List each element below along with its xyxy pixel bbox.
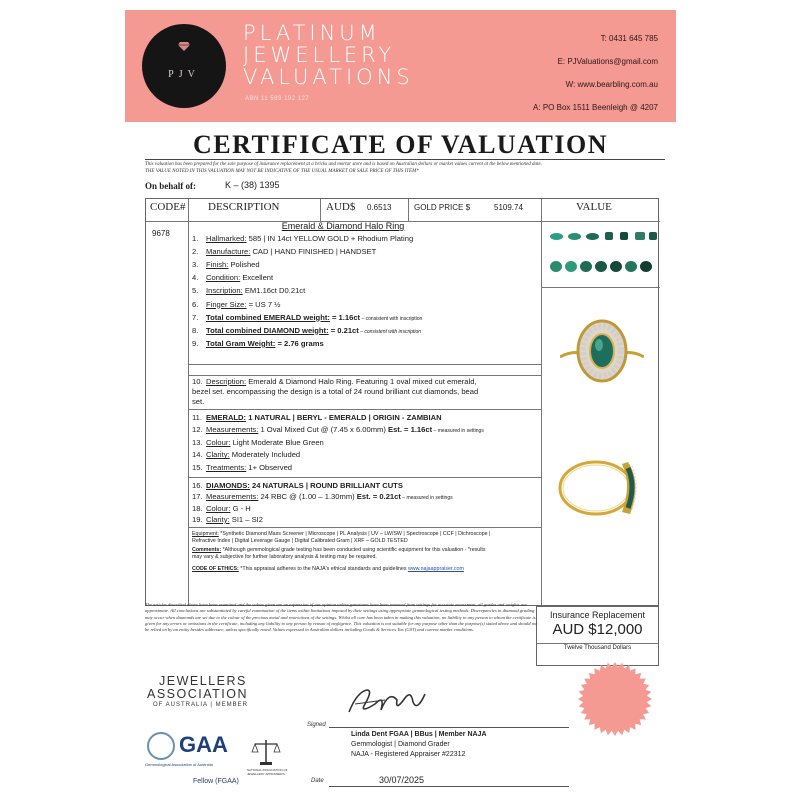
jaa-logo: JEWELLERS ASSOCIATION (147, 674, 249, 701)
insurance-box (536, 606, 659, 666)
spec-row: 19. Clarity: SI1 – SI2 (192, 514, 263, 524)
header-gold-value: 5109.74 (494, 203, 523, 212)
seal-icon (577, 661, 653, 737)
header-aud-label: AUD$ (326, 201, 356, 213)
header-description: DESCRIPTION (208, 201, 280, 213)
spec-row: 1. Hallmarked: 585 | IN 14ct YELLOW GOLD + Rhodium Plating (192, 234, 414, 243)
insurance-label: Insurance Replacement (549, 610, 646, 620)
spec-row: 17. Measurements: 24 RBC @ (1.00 – 1.30mm) Est. = 0.21ct – measured in settings (192, 492, 453, 502)
letterhead (125, 10, 676, 122)
spec-row: 2. Manufacture: CAD | HAND FINISHED | HANDSET (192, 247, 377, 257)
date-value: 30/07/2025 (379, 775, 425, 785)
signed-label: Signed (307, 722, 326, 728)
header-aud-value: 0.6513 (367, 203, 392, 212)
date-label: Date (311, 778, 324, 784)
signature (345, 682, 435, 718)
contact-address: A: PO Box 1511 Beenleigh @ 4207 (533, 103, 658, 112)
spec-row: 14. Clarity: Moderately Included (192, 450, 301, 460)
intro-text: This valuation has been prepared for the sole purpose of insurance replacement at a bricks and mortar store and is based on Australian dollars or market values current at the below mentioned date. THE VALUE NOTED IN THIS VALUATION MAY NOT BE INDICATIVE OF THE USUAL MARKET OR SALE PRICE OF THIS ITEM* (145, 162, 542, 174)
spec-row: 4. Condition: Excellent (192, 273, 274, 283)
abn-number: ABN 11 589 192 127 (245, 96, 310, 102)
insurance-value: AUD $12,000 (552, 621, 643, 638)
spec-row: 18. Colour: G - H (192, 503, 251, 513)
gaa-fellow: Fellow (FGAA) (193, 778, 239, 785)
naja-logo-text: NATIONAL ASSOCIATION OF JEWELLERY APPRAISERS (247, 768, 288, 776)
equipment-note: Equipment: *Synthetic Diamond Mass Screener | Microscope | PL Analysis | UV – LW/SW | Spectroscope | CCF | Dichroscope | Refractive Index | Digital Leverage Gauge | Digital Calibrated Gram | XRF – GOLD TESTED (192, 531, 491, 544)
diamond-icon (178, 42, 190, 51)
title-rule (145, 159, 665, 160)
valuation-table (145, 198, 659, 606)
on-behalf-label: On behalf of: (145, 181, 197, 191)
contact-email: E: PJValuations@gmail.com (557, 57, 658, 66)
certificate-page (125, 10, 676, 790)
brand-name: PLATINUM JEWELLERY VALUATIONS (243, 21, 414, 89)
gaa-subtitle: Gemmological Association of Australia (145, 762, 213, 767)
naja-link[interactable]: www.najaappraiser.com (407, 566, 464, 572)
signature-line (329, 727, 569, 728)
spec-row: 7. Total combined EMERALD weight: = 1.16ct – consistent with inscription (192, 312, 423, 322)
contact-web: W: www.bearbling.com.au (565, 80, 658, 89)
certificate-title: CERTIFICATE OF VALUATION (192, 130, 609, 159)
insurance-words: Twelve Thousand Dollars (563, 645, 632, 651)
spec-row: 6. Finger Size: = US 7 ½ (192, 299, 281, 309)
pjv-logo (142, 24, 226, 108)
ethics-note: CODE OF ETHICS: *This appraisal adheres to the NAJA's ethical standards and guidelines www.najaappraiser.com (192, 566, 464, 572)
spec-row: 12. Measurements: 1 Oval Mixed Cut @ (7.45 x 6.00mm) Est. = 1.16ct – measured in settings (192, 425, 484, 435)
item-code: 9678 (152, 229, 170, 238)
jaa-member-text: OF AUSTRALIA | MEMBER (153, 702, 248, 708)
description-row: 10. Description: Emerald & Diamond Halo Ring. Featuring 1 oval mixed cut emerald, bezel set. encompassing the design is a total of 24 round brilliant cut diamonds, bead set. (192, 377, 479, 406)
spec-row: 11. EMERALD: 1 NATURAL | BERYL - EMERALD | ORIGIN - ZAMBIAN (192, 413, 442, 422)
logo-text: PJV (168, 69, 200, 80)
signer-registration: NAJA - Registered Appraiser #22312 (351, 751, 466, 758)
on-behalf-value: K – (38) 1395 (225, 180, 280, 190)
header-code: CODE# (150, 201, 186, 213)
comments-note: Comments: *Although gemmological grade testing has been conducted using scientific equipment for this valuation - *results may vary & subjective for further laboratory analysis & testing may be required. (192, 547, 486, 560)
spec-row: 15. Treatments: 1+ Observed (192, 462, 293, 472)
spec-row: 13. Colour: Light Moderate Blue Green (192, 437, 324, 447)
signer-title: Gemmologist | Diamond Grader (351, 741, 450, 748)
signer-name: Linda Dent FGAA | BBus | Member NAJA (351, 731, 487, 738)
ring-side-photo (556, 454, 652, 522)
gaa-logo-text: GAA (179, 732, 228, 757)
spec-row: 8. Total combined DIAMOND weight: = 0.21ct – consistent with inscription (192, 325, 422, 335)
spec-row: 5. Inscription: EM1.16ct D0.21ct (192, 286, 306, 296)
date-line (329, 786, 569, 787)
contact-phone: T: 0431 645 785 (600, 34, 658, 43)
item-title: Emerald & Diamond Halo Ring (281, 221, 405, 231)
gaa-logo-icon (147, 732, 175, 760)
header-value: VALUE (576, 201, 612, 213)
header-gold-label: GOLD PRICE $ (414, 203, 471, 212)
scales-icon (251, 738, 281, 766)
disclaimer-text: The articles described above have been examined and the values given are an expression of our opinion unless gemstones have been removed from settings for accurate assessment, all grades and weights are approximate. All conclusions are substantiated by careful examination of the items within limitations imposed by their settings using appropriate gemmological testing methods. Discrepancies in diamond grading may occur when diamonds are set due to the colour of the precious metal and restrictions of the settings. Whilst all care has been taken in making this valuation, no liability to any person to whom the certificate is given for any errors or omissions in the certificate, including any liability to any person by reason of negligence. This valuation is not suitable for any purpose other than the purpose(s) stated above and should not be relied on by an entity besides addressee, unless specifically noted. Values expressed in Australian dollars including Goods & Services Tax (GST) and current market conditions. (145, 602, 538, 633)
ring-top-photo (560, 307, 644, 393)
spec-row: 16. DIAMONDS: 24 NATURALS | ROUND BRILLIANT CUTS (192, 481, 403, 490)
spec-row: 9. Total Gram Weight: = 2.76 grams (192, 338, 324, 348)
spec-row: 3. Finish: Polished (192, 260, 260, 270)
